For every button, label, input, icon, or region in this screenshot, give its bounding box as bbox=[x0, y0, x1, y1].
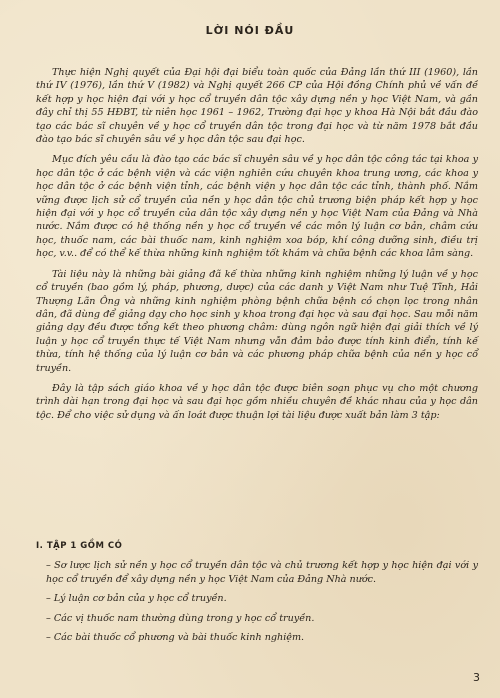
page-title: LỜI NÓI ĐẦU bbox=[205, 24, 295, 37]
list-item: – Lý luận cơ bản của y học cổ truyền. bbox=[46, 593, 227, 605]
paragraph: Tài liệu này là những bài giảng đã kế thừa những kinh nghiệm những lý luận về y học cổ truyền (bao gồm lý, pháp, phương, dược) của các danh y Việt Nam như Tuệ Tĩnh, Hải Thượng Lãn Ông và những kinh nghiệm phòng bệnh chữa bệnh có chọn lọc trong nhân dân, đã dùng để giảng dạy cho học sinh y khoa trong đại học và sau đại học. Sau mỗi năm giảng dạy đều được tổng kết theo phương châm: dùng ngôn ngữ hiện đại giải thích về lý luận y học cổ truyền thực tế Việt Nam nhưng vẫn đảm bảo được tính kinh điển, tính kế thừa, tính hệ thống của lý luận cơ bản và các phương pháp chữa bệnh của nền y học cổ truyền. bbox=[36, 268, 478, 374]
paragraph: Đây là tập sách giáo khoa về y học dân tộc được biên soạn phục vụ cho một chương trình dài hạn trong đại học và sau đại học gồm nhiều chuyên đề khác nhau của y học dân tộc. Để cho việc sử dụng và ấn loát được thuận lợi tài liệu được xuất bản làm 3 tập: bbox=[36, 382, 478, 421]
list-item: – Sơ lược lịch sử nền y học cổ truyền dân tộc và chủ trương kết hợp y học hiện đại với y học cổ truyền để xây dựng nền y học Việt Nam của Đảng Nhà nước. bbox=[46, 560, 478, 585]
section-heading: I. TẬP 1 GỒM CÓ bbox=[36, 541, 123, 551]
preface-body bbox=[36, 66, 478, 429]
list-item: – Các bài thuốc cổ phương và bài thuốc kinh nghiệm. bbox=[46, 632, 305, 644]
page-number: 3 bbox=[473, 671, 480, 684]
list-item: – Các vị thuốc nam thường dùng trong y học cổ truyền. bbox=[46, 612, 315, 624]
paragraph: Thực hiện Nghị quyết của Đại hội đại biểu toàn quốc của Đảng lần thứ III (1960), lần thứ IV (1976), lần thứ V (1982) và Nghị quyết 266 CP của Hội đồng Chính phủ về vấn đề kết hợp y học hiện đại với y học cổ truyền dân tộc xây dựng nền y học Việt Nam, và gần đây chỉ thị 55 HĐBT, từ niên học 1961 – 1962, Trường đại học y khoa Hà Nội bắt đầu đào tạo các bác sĩ chuyên về y học cổ truyền dân tộc trong đại học và từ năm 1978 bắt đầu đào tạo bác sĩ chuyên sâu về y học dân tộc sau đại học. bbox=[36, 67, 478, 146]
volume-contents bbox=[36, 540, 478, 650]
paragraph: Mục đích yêu cầu là đào tạo các bác sĩ chuyên sâu về y học dân tộc công tác tại khoa y học dân tộc ở các bệnh viện và các viện nghiên cứu chuyên khoa trung ương, các khoa y học dân tộc ở các bệnh viện tỉnh, các bệnh viện y học dân tộc các tỉnh, thành phố. Nắm vững được lịch sử cổ truyền của nền y học dân tộc chủ trương biện pháp kết hợp y học hiện đại với y học cổ truyền của dân tộc xây dựng nền y học Việt Nam của Đảng và Nhà nước. Nắm được có hệ thống nền y học cổ truyền về các môn lý luận cơ bản, châm cứu học, thuốc nam, các bài thuốc nam, kinh nghiệm xoa bóp, khí công dưỡng sinh, điều trị học, v.v.. để có thể kế thừa những kinh nghiệm tốt khám và chữa bệnh các khoa lâm sàng. bbox=[36, 154, 478, 260]
